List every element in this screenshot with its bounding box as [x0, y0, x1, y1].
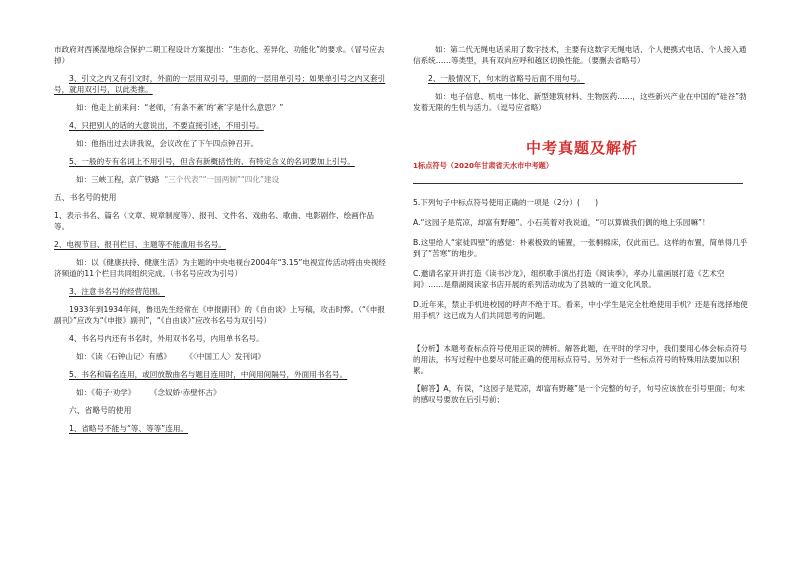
example: 1933年到1934年间，鲁迅先生经常在《申报副刊》的《自由谈》上写稿，攻击时弊。（“《申报副刊》”应改为“《申报》副刊”，“《自由谈》”应改书名号为双引号） — [54, 305, 385, 325]
option-b: B.这里给人“家徒四壁”的感觉：朴素极致的铺置，一张桐棉床，仅此而已。这样的布置，简单得几乎到了“苦寒”的地步。 — [413, 238, 748, 258]
section-heading-5: 五、书名号的使用 — [54, 193, 117, 202]
option-c: C.邀请名家开讲打造《读书沙龙》，组织歌手演出打造《阅读季》，孝办儿童画展打造《艺术空间》……是鼎湖阅读家书店开展的系列活动成为了县城的一道文化风景。 — [413, 269, 725, 289]
example-text: 如：三峡工程，京广铁路 — [76, 175, 160, 184]
question-source: 1标点符号（2020年甘肃省天水市中考题） — [413, 161, 554, 170]
section-title: 中考真题及解析 — [525, 139, 638, 157]
rule-nested-titles: 4、书名号内还有书名时，外用双书名号，内用单书名号。 — [69, 334, 264, 343]
example — [54, 387, 389, 398]
rule-ellipsis-period: 2、一般情况下，句末的省略号后面不用句号。 — [428, 74, 585, 83]
example-text: 如：《荀子·劝学》 — [76, 388, 136, 397]
example: 如：以《健康扶持、健康生活》为主题的中央电视台2004年“3.15”电视宣传活动将由央视经济频道的11个栏目共同组织完成。（书名号应改为引号） — [54, 258, 386, 278]
question-stem: 5.下列句子中标点符号使用正确的一项是（2分）( ) — [413, 198, 599, 207]
section-heading-6: 六、省略号的使用 — [69, 406, 132, 415]
rule-book-titles: 1、表示书名、篇名（文章、规章制度等）、报刊、文件名、戏曲名、歌曲、电影剧作、绘画作品等。 — [54, 211, 374, 231]
rule-scope: 3、注意书名号的经营范围。 — [69, 287, 165, 296]
paragraph: 市政府对西溪湿地综合保护二期工程设计方案提出：“生态化、差异化、功能化”的要求。（冒号应去掉） — [54, 45, 385, 65]
rule-proper-nouns: 5、一般的专有名词上不用引号，但含有新概括性的、有特定含义的名词要加上引号。 — [69, 157, 355, 166]
option-a: A.“这园子是荒凉，却富有野趣”。小石英着对我说道，“可以算做我们偶的地上乐园嘛”！ — [413, 218, 710, 227]
rule-tv-programs: 2、电视节目、报刊栏目、主题等不能滥用书名号。 — [54, 240, 226, 249]
example: 如：电子信息、机电一体化、新型建筑材料、生物医药……，这些新兴产业在中国的“硅谷”勃发着无限的生机与活力。（逗号应省略） — [413, 92, 747, 112]
answer: 【解答】A，有误，“这园子是荒凉，却富有野趣”是一个完整的句子，句号应该放在引号里面；句末的感叹号要放在后引号前； — [413, 384, 745, 404]
rule-interpunct: 5、书名和篇名连用，或回放散曲名与题目连用时，中间用间隔号，外面用书名号。 — [69, 370, 348, 379]
rule-ellipsis: 1、省略号不能与“等、等等”连用。 — [69, 424, 189, 433]
option-d: D.近年来，禁止手机进校园的呼声不绝于耳。看来，中小学生是完全杜绝使用手机？还是有选择地使用手机？这已成为人们共同思考的问题。 — [413, 300, 748, 320]
rule-quote-nesting: 3、引文之内又有引文时，外面的一层用双引号，里面的一层用单引号；如果单引号之内又套引号，就用双引号，以此类推。 — [54, 74, 386, 94]
example-text: 如：《读〈石钟山记〉有感》 — [76, 352, 171, 361]
example-text: 《念奴娇·赤壁怀古》 — [149, 388, 221, 397]
example-text: “三个代表”“一国两制”“四化”建设 — [164, 175, 280, 184]
example: 如：他走上前来问：“老师，‘有条不紊’的‘紊’字是什么意思？” — [76, 103, 284, 112]
example — [54, 351, 389, 362]
right-column — [413, 44, 751, 412]
example-text: 《〈中国工人〉发刊词》 — [185, 352, 266, 361]
rule-paraphrase: 4、只把别人的话的大意说出，不要直接引述，不用引号。 — [69, 121, 264, 130]
left-column — [54, 44, 389, 441]
analysis: 【分析】本题考查标点符号使用正误的辨析。解答此题，在平时的学习中，我们要用心体会标点符号的用法，书写过程中也要尽可能正确的使用标点符号。另外对于一些标点符号的特殊用法要加以积累。 — [413, 344, 748, 375]
divider — [413, 175, 743, 184]
example — [54, 174, 389, 185]
example: 如：第二代无绳电话采用了数字技术，主要有这数字无绳电话、个人便携式电话、个人接入通信系统……等类型，具有双向应呼和越区切换性能。（要删去省略号） — [413, 45, 747, 65]
example: 如：他指出过去讲我说，会议改在了下午四点钟召开。 — [76, 139, 259, 148]
